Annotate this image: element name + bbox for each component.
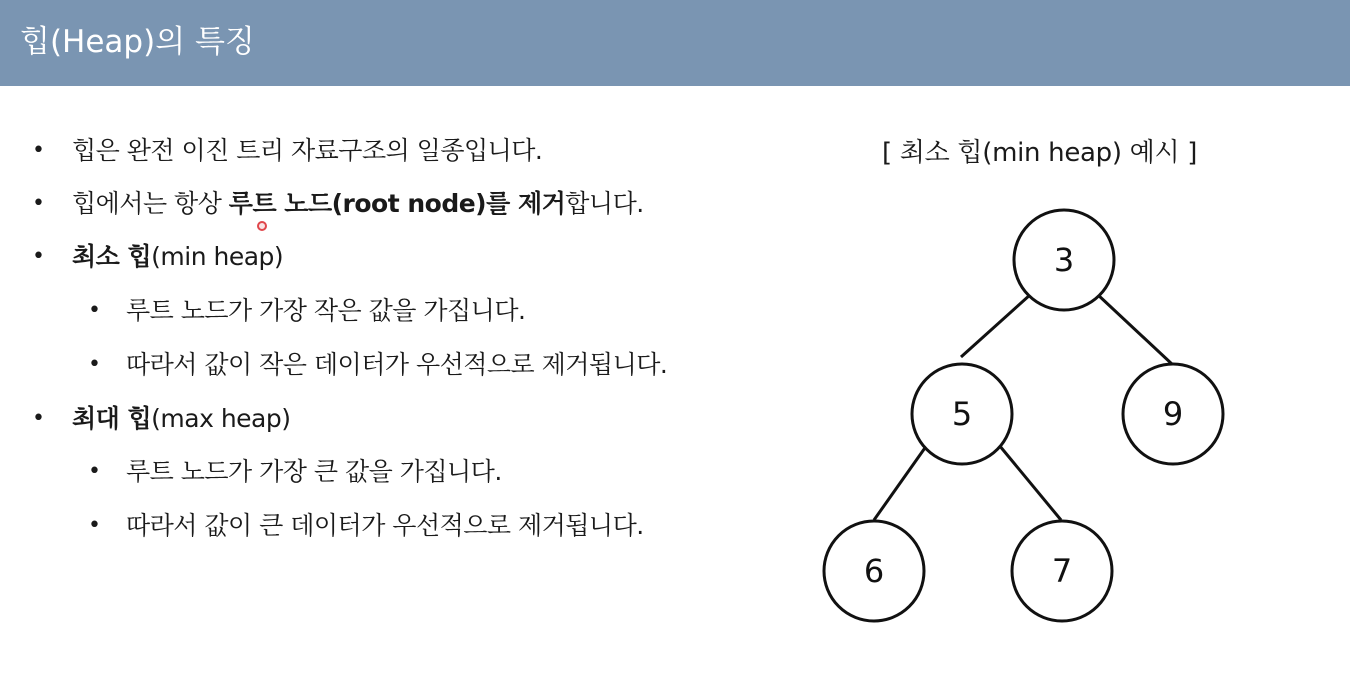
- slide-title: 힙(Heap)의 특징: [20, 24, 255, 60]
- min-heap-tree-diagram: [800, 190, 1260, 640]
- bullet-text: 따라서 값이 작은 데이터가 우선적으로 제거됩니다.: [126, 350, 668, 379]
- bullet-text-bold: 루트 노드(root node)를 제거: [228, 189, 566, 218]
- tree-node: [1012, 521, 1112, 621]
- bullet-text: [72, 240, 283, 274]
- tree-node-label: 5: [951, 395, 973, 433]
- bullet-dot: •: [88, 513, 101, 538]
- tree-node-label: 9: [1162, 395, 1184, 433]
- bullet-text-plain: 합니다.: [565, 189, 644, 218]
- tree-node: [912, 364, 1012, 464]
- tree-node-label: 7: [1051, 552, 1073, 590]
- tree-edge: [999, 445, 1061, 520]
- tree-node: [824, 521, 924, 621]
- bullet-text-bold: 최대 힙: [72, 404, 152, 433]
- bullet-dot: •: [32, 406, 45, 431]
- bullet-text-plain: (min heap): [151, 242, 284, 271]
- bullet-text: 루트 노드가 가장 작은 값을 가집니다.: [126, 296, 526, 325]
- tree-edge: [1097, 294, 1173, 365]
- tree-node: [1123, 364, 1223, 464]
- diagram-title: [ 최소 힙(min heap) 예시 ]: [882, 138, 1198, 168]
- bullet-text-bold: 최소 힙: [72, 242, 152, 271]
- tree-node: [1014, 210, 1114, 310]
- bullet-text: 루트 노드가 가장 큰 값을 가집니다.: [126, 457, 502, 486]
- bullet-text: 힙은 완전 이진 트리 자료구조의 일종입니다.: [72, 136, 543, 165]
- bullet-dot: •: [88, 298, 101, 323]
- bullet-text-plain: (max heap): [151, 404, 291, 433]
- tree-node-label: 6: [863, 552, 885, 590]
- mouse-pointer-marker: [257, 221, 267, 231]
- bullet-text: [72, 187, 644, 221]
- bullet-text: 따라서 값이 큰 데이터가 우선적으로 제거됩니다.: [126, 511, 644, 540]
- bullet-text: [72, 402, 291, 436]
- bullet-dot: •: [88, 352, 101, 377]
- bullet-dot: •: [32, 191, 45, 216]
- bullet-dot: •: [32, 138, 45, 163]
- bullet-text-plain: 힙에서는 항상: [72, 189, 229, 218]
- bullet-dot: •: [88, 459, 101, 484]
- tree-edge: [961, 294, 1031, 357]
- bullet-dot: •: [32, 244, 45, 269]
- tree-edge: [874, 445, 927, 520]
- tree-node-label: 3: [1053, 241, 1075, 279]
